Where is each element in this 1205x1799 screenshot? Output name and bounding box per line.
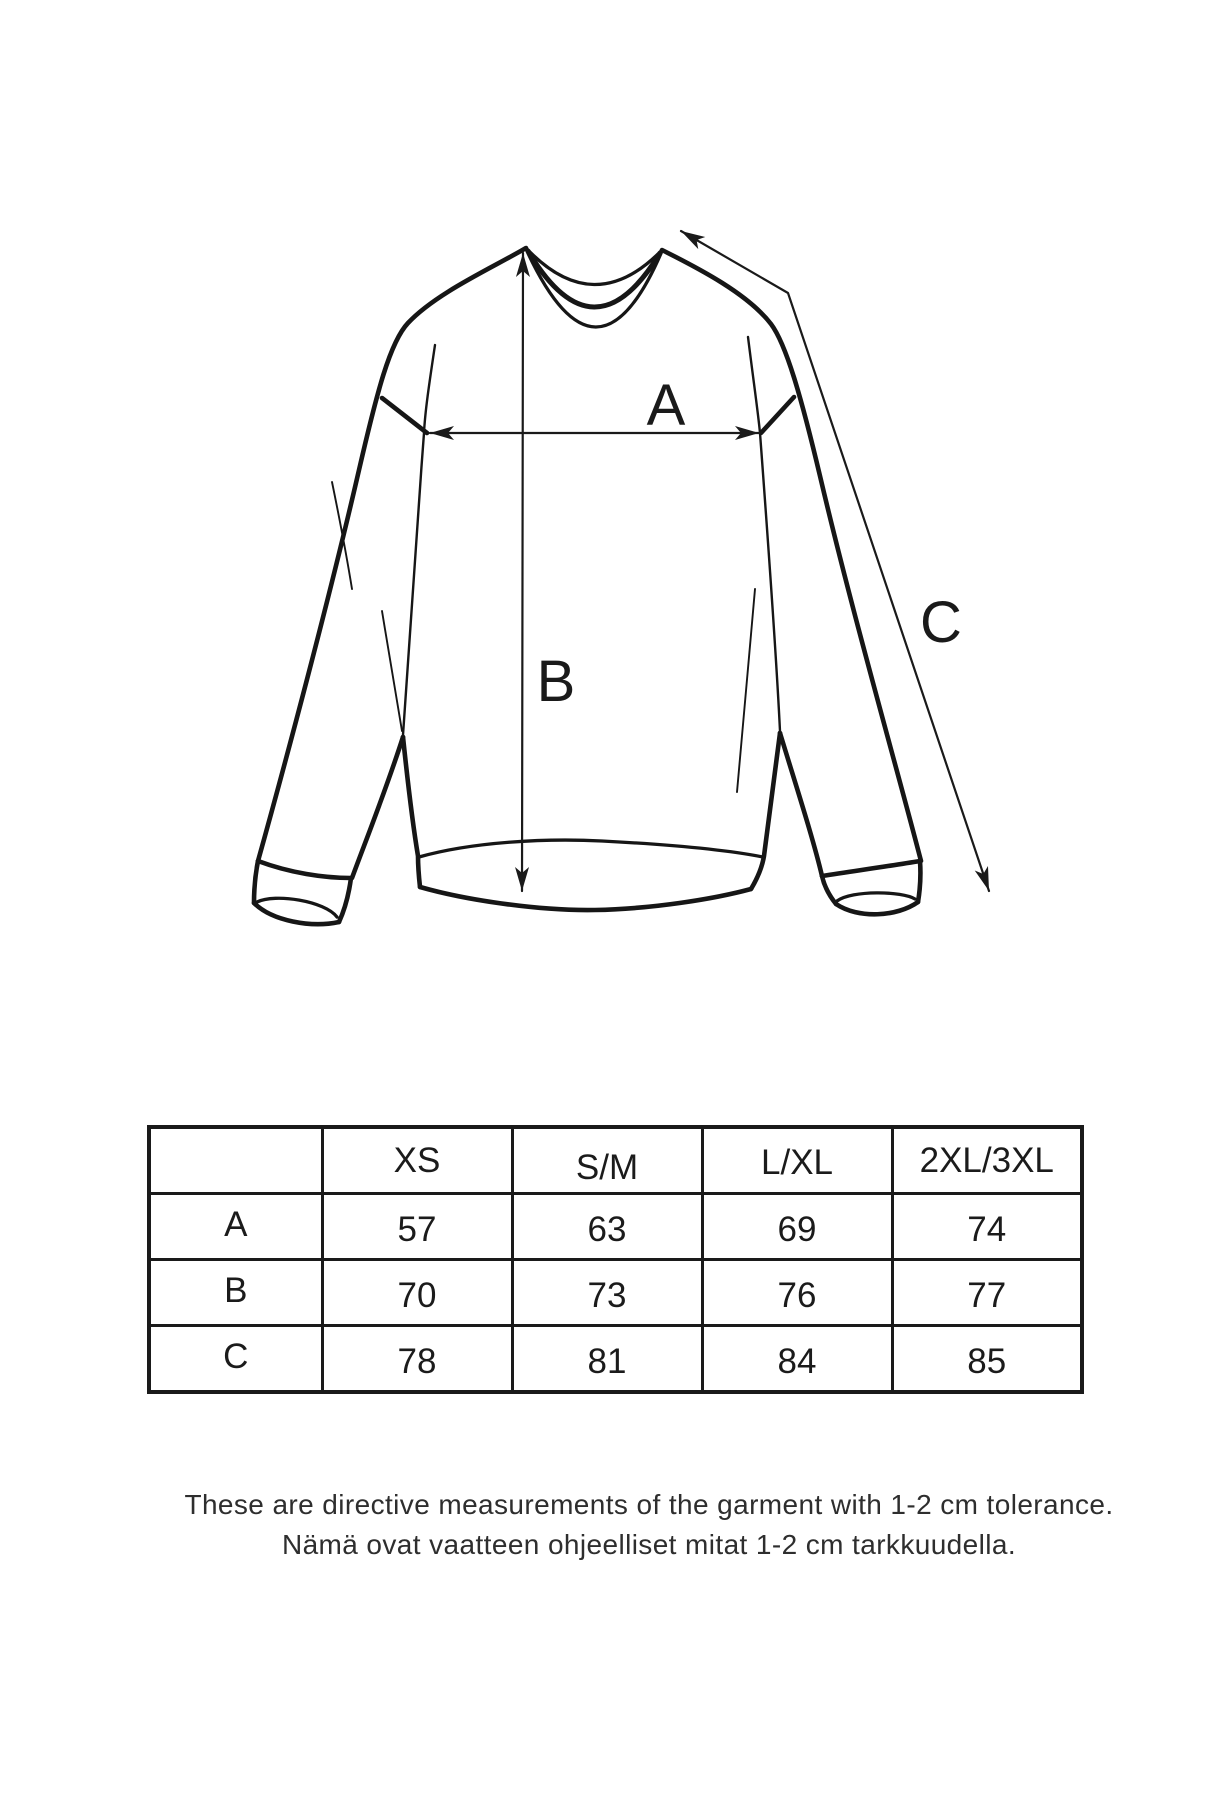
body-left-lower-line: [403, 737, 420, 887]
cuff-right: [822, 861, 920, 914]
measure-arrow-b: [522, 253, 523, 891]
armhole-seam-right: [761, 397, 794, 433]
measure-arrow-c: [681, 231, 989, 891]
value-a-2xl3xl: 74: [892, 1194, 1082, 1260]
row-label-a: A: [149, 1194, 322, 1260]
value-a-sm: 63: [512, 1194, 702, 1260]
body-right-lower-line: [751, 733, 780, 889]
size-header-xs: XS: [322, 1127, 512, 1194]
cuff-left: [254, 861, 351, 924]
table-row-a: [149, 1194, 1082, 1260]
value-b-sm: 73: [512, 1260, 702, 1326]
crease-body-right: [737, 589, 755, 792]
tolerance-note-en: These are directive measurements of the garment with 1-2 cm tolerance.: [184, 1489, 1114, 1520]
tolerance-note-fi: Nämä ovat vaatteen ohjeelliset mitat 1-2 cm tarkkuudella.: [281, 1529, 1017, 1560]
crease-body-left: [382, 611, 402, 731]
row-label-c: C: [149, 1326, 322, 1393]
cuff-right-opening-arc: [837, 893, 915, 901]
table-row-b: [149, 1260, 1082, 1326]
measure-label-c: C: [920, 590, 962, 655]
body-right-upper-line: [748, 337, 780, 731]
table-row-c: [149, 1326, 1082, 1393]
value-c-sm: 81: [512, 1326, 702, 1393]
garment-outline: [254, 248, 921, 924]
collar-outer-arc: [526, 249, 662, 327]
value-b-xs: 70: [322, 1260, 512, 1326]
size-header-lxl: L/XL: [702, 1127, 892, 1194]
size-table: [147, 1125, 1084, 1394]
tolerance-note: [99, 1485, 1199, 1565]
value-a-lxl: 69: [702, 1194, 892, 1260]
hem-bottom-line: [420, 887, 751, 910]
value-c-2xl3xl: 85: [892, 1326, 1082, 1393]
body-left-upper-line: [403, 345, 435, 735]
measure-label-b: B: [536, 649, 576, 714]
size-table-corner-cell: [149, 1127, 322, 1194]
sleeve-right-inner-line: [780, 733, 822, 876]
value-b-lxl: 76: [702, 1260, 892, 1326]
measure-label-a: A: [646, 373, 686, 438]
collar-rib-arc: [528, 251, 660, 307]
value-b-2xl3xl: 77: [892, 1260, 1082, 1326]
value-c-xs: 78: [322, 1326, 512, 1393]
sleeve-left-inner-line: [352, 737, 403, 878]
hem-rib-top-line: [419, 840, 763, 857]
row-label-b: B: [149, 1260, 322, 1326]
measurement-arrows: [430, 231, 989, 891]
armhole-seam-left: [382, 398, 427, 433]
size-header-2xl3xl: 2XL/3XL: [892, 1127, 1082, 1194]
value-c-lxl: 84: [702, 1326, 892, 1393]
size-header-sm: S/M: [512, 1127, 702, 1194]
size-table-header-row: [149, 1127, 1082, 1194]
value-a-xs: 57: [322, 1194, 512, 1260]
